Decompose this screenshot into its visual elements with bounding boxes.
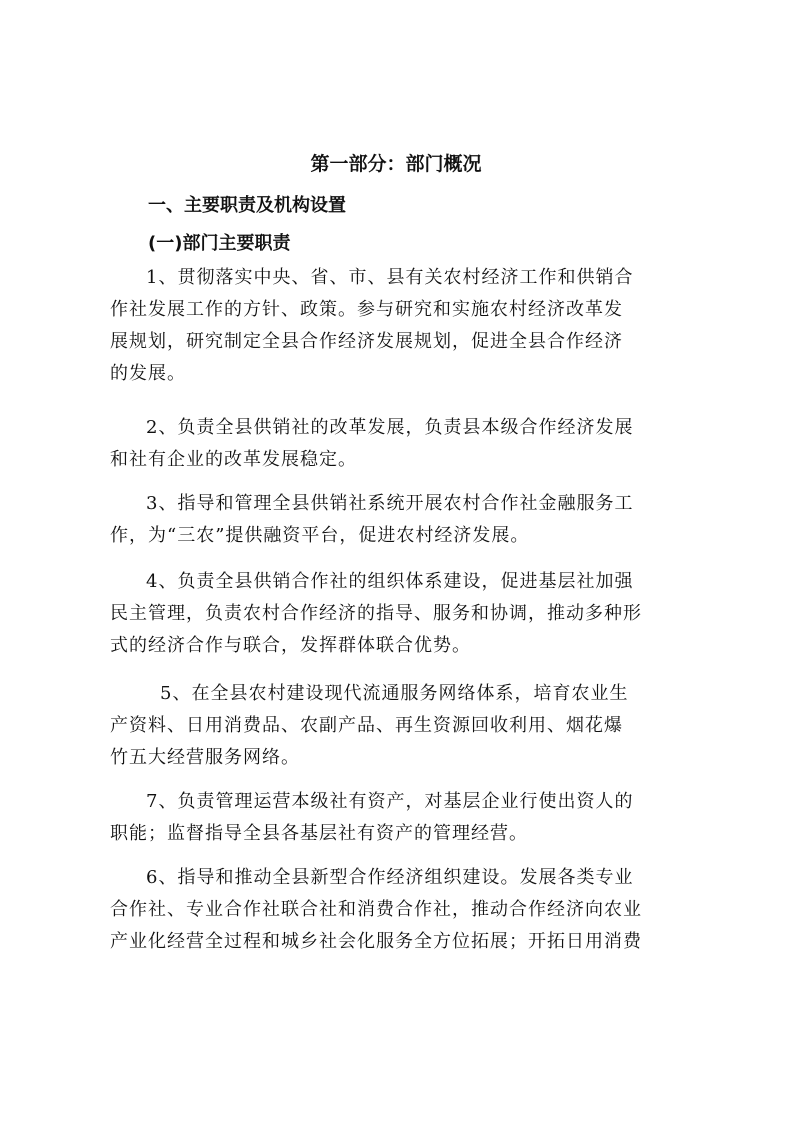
text-line: 合作社、专业合作社联合社和消费合作社，推动合作经济向农业 <box>110 899 642 920</box>
page-title: 第一部分：部门概况 <box>310 153 482 175</box>
section-heading: 一、主要职责及机构设置 <box>148 195 346 216</box>
text-line: 的发展。 <box>110 363 186 384</box>
duty-paragraph-1 <box>110 262 700 390</box>
duty-paragraph-2 <box>110 412 700 476</box>
text-line: 式的经济合作与联合，发挥群体联合优势。 <box>110 635 471 656</box>
text-line: 展规划，研究制定全县合作经济发展规划，促进全县合作经济 <box>110 331 623 352</box>
text-line: 民主管理，负责农村合作经济的指导、服务和协调，推动多种形 <box>110 603 642 624</box>
duty-paragraph-3 <box>110 488 700 552</box>
text-line: 1、贯彻落实中央、省、市、县有关农村经济工作和供销合 <box>146 267 634 288</box>
text-line: 3、指导和管理全县供销社系统开展农村合作社金融服务工 <box>146 493 634 514</box>
text-line: 4、负责全县供销合作社的组织体系建设，促进基层社加强 <box>146 571 634 592</box>
text-line: 2、负责全县供销社的改革发展，负责县本级合作经济发展 <box>146 417 634 438</box>
duty-paragraph-6 <box>110 862 700 958</box>
text-line: 6、指导和推动全县新型合作经济组织建设。发展各类专业 <box>146 867 634 888</box>
duty-paragraph-5 <box>110 678 700 774</box>
text-line: 作社发展工作的方针、政策。参与研究和实施农村经济改革发 <box>110 299 623 320</box>
subsection-heading: (一)部门主要职责 <box>148 233 291 254</box>
text-line: 竹五大经营服务网络。 <box>110 747 300 768</box>
text-line: 作，为“三农”提供融资平台，促进农村经济发展。 <box>110 525 530 546</box>
text-line: 产业化经营全过程和城乡社会化服务全方位拓展；开拓日用消费 <box>110 931 642 952</box>
text-line: 职能；监督指导全县各基层社有资产的管理经营。 <box>110 823 528 844</box>
text-line: 产资料、日用消费品、农副产品、再生资源回收利用、烟花爆 <box>110 715 623 736</box>
duty-paragraph-7 <box>110 786 700 850</box>
text-line: 7、负责管理运营本级社有资产，对基层企业行使出资人的 <box>146 791 634 812</box>
text-line: 5、在全县农村建设现代流通服务网络体系，培育农业生 <box>160 683 629 704</box>
text-line: 和社有企业的改革发展稳定。 <box>110 449 357 470</box>
duty-paragraph-4 <box>110 566 700 662</box>
